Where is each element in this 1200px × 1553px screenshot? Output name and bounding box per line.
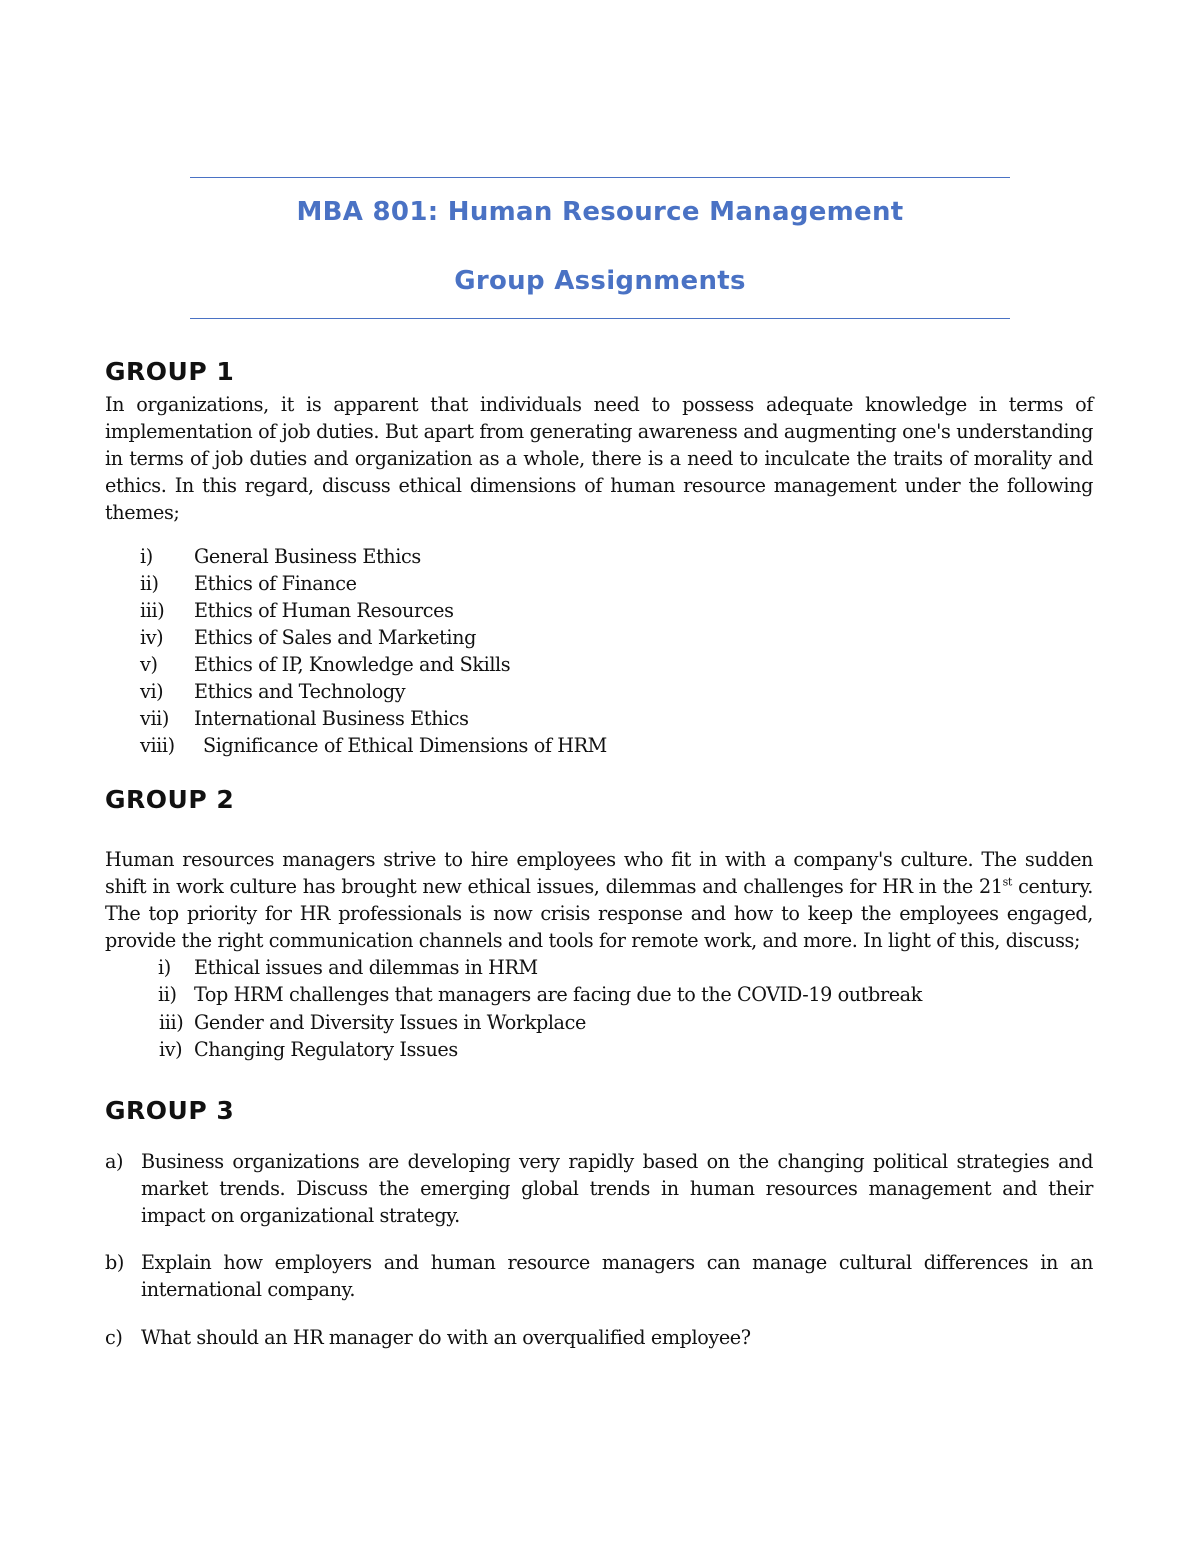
header-top-rule (190, 177, 1010, 178)
group3-question-c: c) What should an HR manager do with an overqualified employee? (105, 1326, 751, 1349)
group3-heading: GROUP 3 (105, 1096, 235, 1125)
document-subtitle: Group Assignments (454, 266, 746, 296)
group2-heading: GROUP 2 (105, 785, 235, 814)
document-page: MBA 801: Human Resource Management Group Assignments GROUP 1 In organizations, it is apparent that individuals need to possess adequate knowledge in terms of implementation of job duties. But apart from generating awareness and augmenting one's understanding in terms of job duties and organization as a whole, there is a need to inculcate the traits of morality and ethics. In this regard, discuss ethical dimensions of human resource management under the following themes; i) General Business Ethics ii) Ethics of Finance iii) Ethics of Human Resources iv) Ethics of Sales and Marketing v) Ethics of IP, Knowledge and Skills vi) Ethics and Technology vii) International Business Ethics viii) Significance of Ethical Dimensions of HRM GROUP 2 Human resources managers strive to hire employees who fit in with a company's culture. The sudden shift in work culture has brought new ethical issues, dilemmas and challenges for HR in the 21st century. The top priority for HR professionals is now crisis response and how to keep the employees engaged, provide the right communication channels and tools for remote work, and more. In light of this, discuss; i) Ethical issues and dilemmas in HRM ii) Top HRM challenges that managers are facing due to the COVID-19 outbreak iii) Gender and Diversity Issues in Workplace iv) Changing Regulatory Issues GROUP 3 a) Business organizations are developing very rapidly based on the changing political strategies and market trends. Discuss the emerging global trends in human resources management and their impact on organizational strategy. b) Explain how employers and human resource managers can manage cultural differences in an international company. c) What should an HR manager do with an overqualified employee? (0, 0, 1200, 1553)
group1-paragraph: In organizations, it is apparent that individuals need to possess adequate knowledge in terms of implementation of job duties. But apart from generating awareness and augmenting one's understanding in terms of job duties and organization as a whole, there is a need to inculcate the traits of morality and ethics. In this regard, discuss ethical dimensions of human resource management under the following themes; (105, 393, 1093, 524)
document-title: MBA 801: Human Resource Management (296, 197, 904, 227)
group1-heading: GROUP 1 (105, 357, 235, 386)
group3-question-a: a) Business organizations are developing very rapidly based on the changing political strategies and market trends. Discuss the emerging global trends in human resources management and their impact on organizational strategy. (105, 1150, 1093, 1227)
group2-paragraph: Human resources managers strive to hire employees who fit in with a company's culture. The sudden shift in work culture has brought new ethical issues, dilemmas and challenges for HR in the 21st century. The top priority for HR professionals is now crisis response and how to keep the employees engaged, provide the right communication channels and tools for remote work, and more. In light of this, discuss; (105, 848, 1093, 952)
group3-question-b: b) Explain how employers and human resource managers can manage cultural differences in an international company. (105, 1251, 1093, 1301)
header-bottom-rule (190, 318, 1010, 319)
